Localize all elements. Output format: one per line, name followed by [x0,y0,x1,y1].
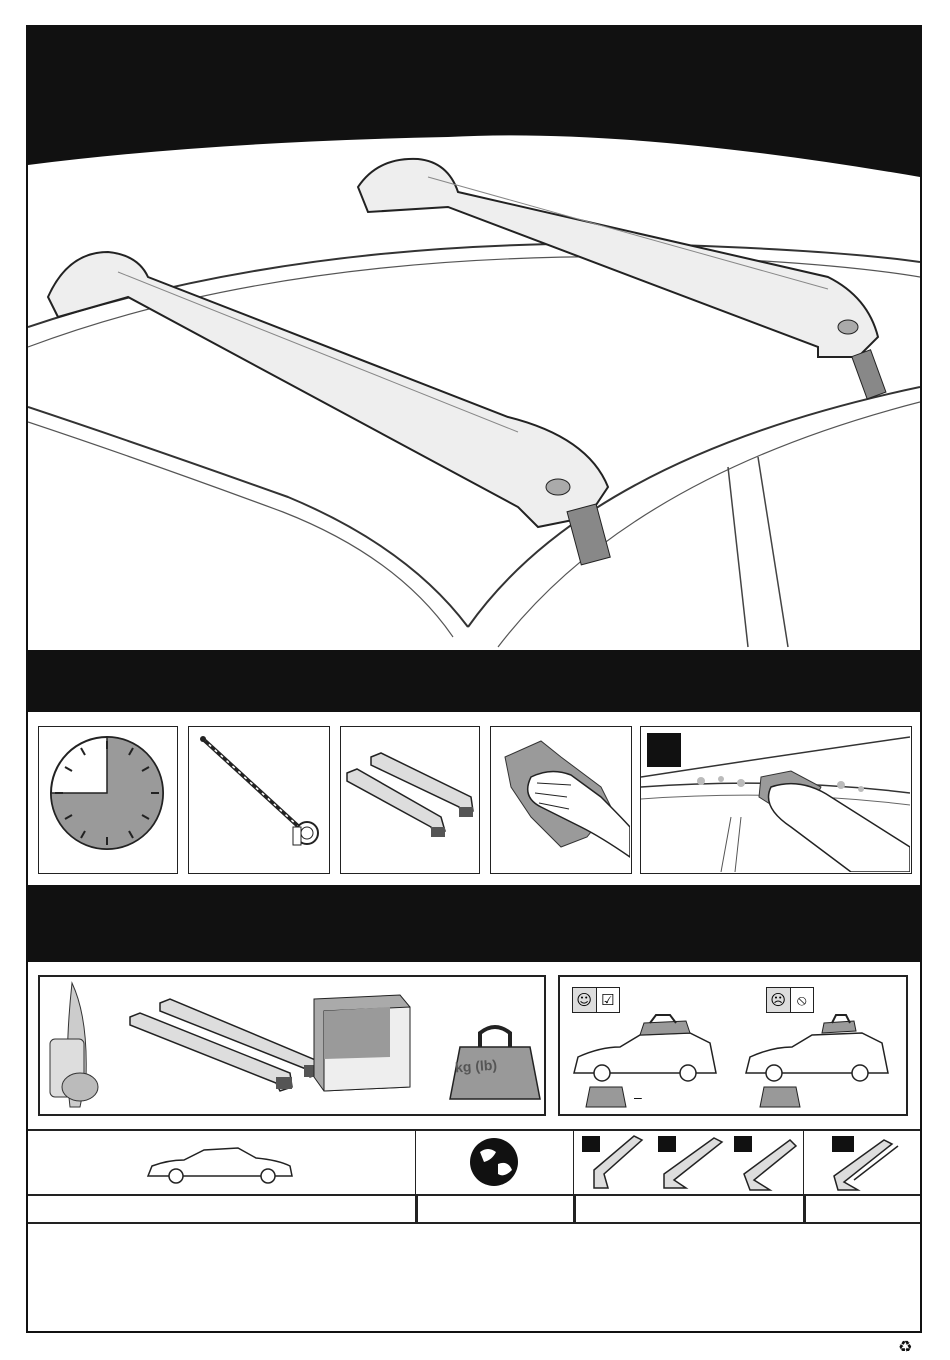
clock-icon [39,727,176,872]
load-items-illustration [40,977,544,1114]
rail-type-illustration [804,1130,920,1194]
clock-panel [38,726,178,874]
region-cell [416,1130,574,1222]
type-c-marker [734,1136,752,1152]
section-bar-requirements [28,650,920,712]
type-b-marker [658,1136,676,1152]
roof-bars-icon [341,727,478,872]
step-marker [647,733,681,767]
load-capacity-panel [38,975,546,1116]
vehicle-cell [28,1130,416,1222]
prohibited-icon: ⦸ [791,988,814,1012]
tool-panel [188,726,330,874]
type-a-marker [582,1136,600,1152]
smile-icon: ☺ [573,988,597,1012]
load-distribution-panel [558,975,908,1116]
rail-type-cell [804,1130,920,1222]
type-d-marker [832,1136,854,1152]
table-bottom-line [28,1222,920,1224]
weight-label: kg (lb) [454,1056,498,1076]
wipe-roof-illustration [641,727,910,872]
section-bar-load [28,885,920,962]
cloth-panel [490,726,632,874]
recycle-icon: ♻ [898,1337,913,1356]
load-distribution-illustration [560,977,906,1114]
wipe-roof-panel [640,726,912,874]
check-icon: ☑ [597,988,620,1012]
minus-sign: – [634,1089,642,1105]
foot-types-illustration [574,1130,802,1194]
globe-icon [416,1130,572,1194]
cleaning-cloth-icon [491,727,630,872]
sedan-icon [28,1130,414,1194]
torque-tool-icon [189,727,328,872]
requirements-row [28,712,920,885]
foot-types-cell [574,1130,804,1222]
hero-illustration [28,27,920,650]
frown-icon: ☹ [767,988,791,1012]
bars-panel [340,726,480,874]
